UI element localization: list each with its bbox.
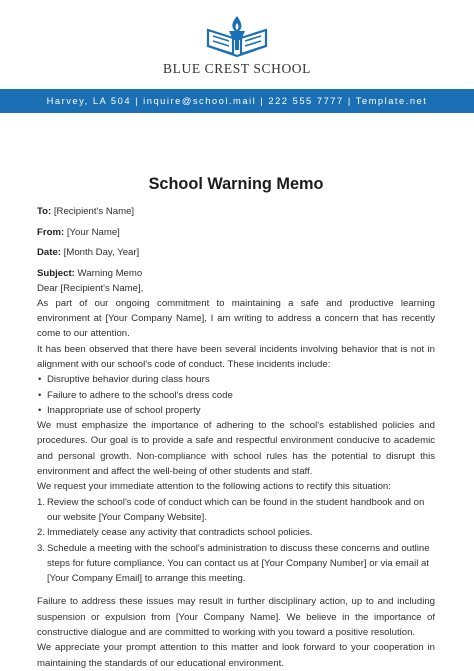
- action-list: [37, 495, 435, 587]
- bullet-icon: •: [38, 404, 42, 416]
- to-label: To:: [37, 206, 52, 217]
- paragraph-closing: We appreciate your prompt attention to this matter and look forward to your cooperation in maintaining the standards of our educational environment.: [37, 642, 435, 669]
- paragraph-intro: As part of our ongoing commitment to maintaining a safe and productive learning environment at [Your Company Name], I am writing to address a concern that has recently come to our attention.: [37, 297, 435, 340]
- paragraph-request: We request your immediate attention to the following actions to rectify this situation:: [37, 481, 391, 493]
- school-name: BLUE CREST SCHOOL: [163, 61, 311, 76]
- incident-list: [37, 372, 435, 418]
- list-item: • Disruptive behavior during class hours: [37, 372, 435, 387]
- list-item: • Inappropriate use of school property: [37, 403, 435, 418]
- list-item: 1. Review the school's code of conduct which can be found in the student handbook and on our website [Your Company Website].: [37, 496, 425, 523]
- date-value: [Month Day, Year]: [63, 247, 140, 258]
- subject-field: [37, 267, 435, 281]
- list-item: 3. Schedule a meeting with the school's administration to discuss these concerns and outline steps for future compliance. You can contact us at [Your Company Number] or via email at [Your Company Email] to arrange this meeting.: [37, 542, 430, 585]
- from-value: [Your Name]: [66, 226, 120, 238]
- subject-label: Subject:: [37, 267, 75, 279]
- salutation: Dear [Recipient's Name],: [37, 282, 144, 294]
- school-logo-icon: [205, 14, 269, 58]
- date-field: [37, 246, 435, 260]
- paragraph-consequences: Failure to address these issues may result in further disciplinary action, up to and including suspension or expulsion from [Your Company Name]. We believe in the importance of constructive dialogue and are committed to working with you toward a positive resolution.: [37, 596, 435, 639]
- from-field: [37, 226, 435, 240]
- memo-title: School Warning Memo: [148, 175, 324, 193]
- list-item: 2. Immediately cease any activity that contradicts school policies.: [37, 527, 313, 539]
- paragraph-importance: We must emphasize the importance of adhering to the school's established policies and procedures. Our goal is to provide a safe and respectful environment conducive to academic and personal growth. Non-compliance with school rules has the potential to disrupt this environment and affect the well-being of other students and staff.: [37, 420, 435, 478]
- subject-value: Warning Memo: [77, 267, 143, 279]
- bullet-icon: •: [38, 389, 42, 401]
- letterhead: [0, 0, 474, 90]
- from-label: From:: [37, 226, 65, 238]
- to-value: [Recipient's Name]: [53, 206, 135, 217]
- bullet-icon: •: [38, 374, 42, 386]
- paragraph-observation: It has been observed that there have been several incidents involving behavior that is not in alignment with our school's code of conduct. These incidents include:: [37, 343, 435, 370]
- contact-band: Harvey, LA 504 | inquire@school.mail | 222 555 7777 | Template.net: [0, 89, 474, 113]
- list-item: • Failure to adhere to the school's dress code: [37, 388, 435, 403]
- memo-body: [37, 174, 435, 671]
- date-label: Date:: [37, 247, 61, 258]
- to-field: [37, 205, 435, 219]
